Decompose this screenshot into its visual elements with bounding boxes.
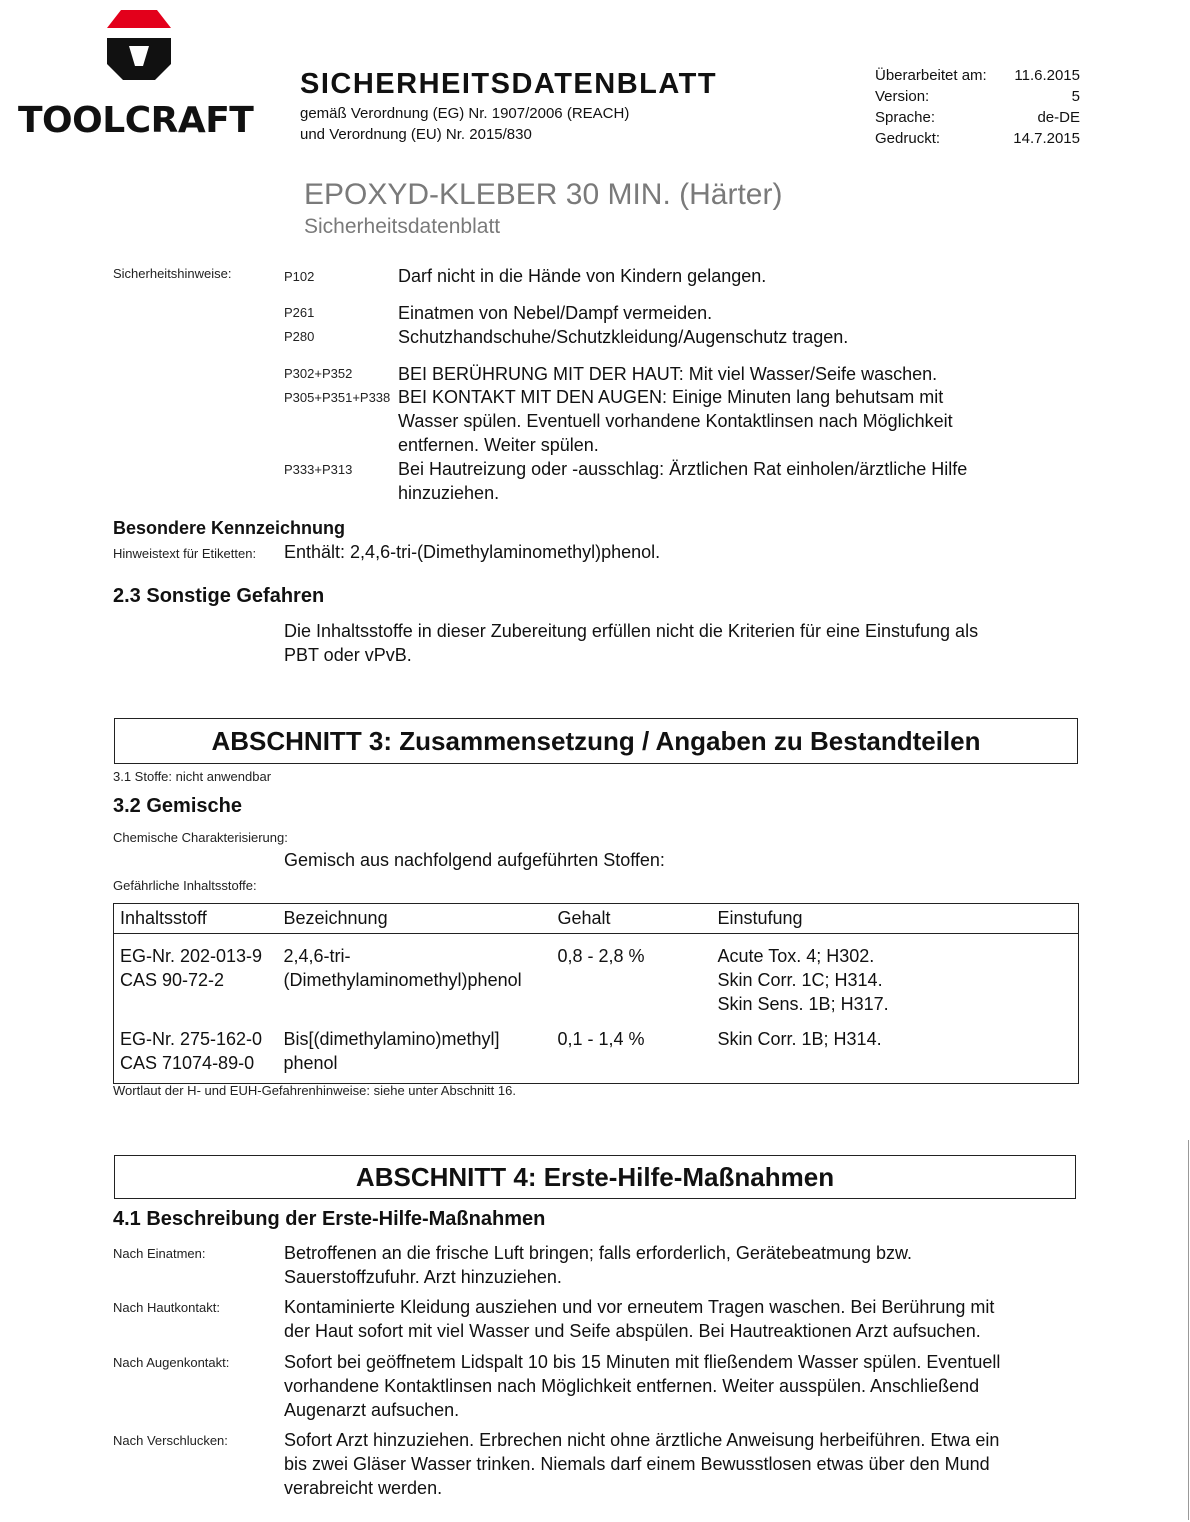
ingredient-classification: Acute Tox. 4; H302. Skin Corr. 1C; H314. Skin Sens. 1B; H317. (717, 946, 889, 1014)
ingredient-content: 0,1 - 1,4 % (557, 1029, 645, 1049)
meta-value: 11.6.2015 (1014, 67, 1080, 84)
table-row (114, 1024, 1079, 1084)
special-label: Hinweistext für Etiketten: (113, 546, 257, 561)
ingredient-id: EG-Nr. 202-013-9 CAS 90-72-2 (120, 946, 263, 990)
ingredient-name: 2,4,6-tri- (Dimethylaminomethyl)phenol (283, 946, 522, 990)
meta-value: 14.7.2015 (1013, 130, 1080, 147)
product-subtitle: Sicherheitsdatenblatt (304, 215, 501, 238)
p-code: P333+P313 (284, 462, 353, 477)
meta-label: Sprache: (875, 109, 936, 126)
meta-value: 5 (1071, 88, 1080, 105)
p-code: P102 (284, 269, 315, 284)
section-4-header: ABSCHNITT 4: Erste-Hilfe-Maßnahmen (114, 1155, 1076, 1199)
meta-label: Gedruckt: (875, 130, 941, 147)
meta-label: Version: (875, 88, 930, 105)
mixtures-heading: 3.2 Gemische (113, 795, 242, 817)
table-footnote: Wortlaut der H- und EUH-Gefahrenhinweise: siehe unter Abschnitt 16. (113, 1083, 516, 1098)
first-aid-text: Sofort Arzt hinzuziehen. Erbrechen nicht ohne ärztliche Anweisung herbeiführen. Etwa ein bis zwei Gläser Wasser trinken. Niemals darf einem Bewusstlosen etwas über den Mund verabreicht werden. (284, 1430, 1000, 1498)
document-title: SICHERHEITSDATENBLATT (300, 68, 718, 100)
safety-label: Sicherheitshinweise: (113, 266, 232, 281)
hazardous-label: Gefährliche Inhaltsstoffe: (113, 878, 257, 893)
p-statement: Einatmen von Nebel/Dampf vermeiden. (398, 303, 713, 323)
special-heading: Besondere Kennzeichnung (113, 518, 346, 538)
first-aid-text: Kontaminierte Kleidung ausziehen und vor erneutem Tragen waschen. Bei Berührung mit der Haut sofort mit viel Wasser und Seife abspülen. Bei Hautreaktionen Arzt aufsuchen. (284, 1297, 995, 1341)
first-aid-heading: 4.1 Beschreibung der Erste-Hilfe-Maßnahmen (113, 1208, 546, 1230)
document-meta (875, 65, 1080, 149)
page-edge-divider (1188, 1140, 1189, 1520)
logo-wordmark: TOOLCRAFT (18, 100, 254, 141)
toolcraft-logo (18, 6, 263, 141)
regulation-line-2: und Verordnung (EU) Nr. 2015/830 (300, 126, 532, 143)
column-header: Inhaltsstoff (114, 904, 278, 934)
p-code: P280 (284, 329, 315, 344)
regulation-line-1: gemäß Verordnung (EG) Nr. 1907/2006 (REACH) (300, 105, 630, 122)
first-aid-text: Sofort bei geöffnetem Lidspalt 10 bis 15 Minuten mit fließendem Wasser spülen. Eventuell vorhandene Kontaktlinsen nach Möglichkeit entfernen. Weiter ausspülen. Anschließend Augenarzt aufsuchen. (284, 1352, 1001, 1420)
p-code: P261 (284, 305, 315, 320)
table-header-row (114, 904, 1079, 934)
chem-char-text: Gemisch aus nachfolgend aufgeführten Stoffen: (284, 850, 665, 870)
p-statement: BEI BERÜHRUNG MIT DER HAUT: Mit viel Wasser/Seife waschen. (398, 364, 938, 384)
column-header: Einstufung (712, 904, 1079, 934)
column-header: Gehalt (552, 904, 712, 934)
special-text: Enthält: 2,4,6-tri-(Dimethylaminomethyl)phenol. (284, 542, 661, 562)
substances-note: 3.1 Stoffe: nicht anwendbar (113, 769, 272, 784)
ingredient-name: Bis[(dimethylamino)methyl] phenol (283, 1029, 500, 1073)
column-header: Bezeichnung (278, 904, 552, 934)
other-hazards-text: Die Inhaltsstoffe in dieser Zubereitung erfüllen nicht die Kriterien für eine Einstufung als PBT oder vPvB. (284, 621, 979, 665)
first-aid-text: Betroffenen an die frische Luft bringen; falls erforderlich, Gerätebeatmung bzw. Sauerstoffzufuhr. Arzt hinzuziehen. (284, 1243, 913, 1287)
ingredient-content: 0,8 - 2,8 % (557, 946, 645, 966)
first-aid-label: Nach Hautkontakt: (113, 1300, 220, 1315)
p-statement: Darf nicht in die Hände von Kindern gelangen. (398, 266, 767, 286)
section-3-header: ABSCHNITT 3: Zusammensetzung / Angaben zu Bestandteilen (114, 718, 1078, 764)
chem-char-label: Chemische Charakterisierung: (113, 830, 288, 845)
ingredient-classification: Skin Corr. 1B; H314. (717, 1029, 882, 1049)
table-row (114, 934, 1079, 1025)
logo-emblem-icon (103, 6, 175, 84)
first-aid-label: Nach Augenkontakt: (113, 1355, 230, 1370)
meta-value: de-DE (1037, 109, 1080, 126)
first-aid-label: Nach Verschlucken: (113, 1433, 228, 1448)
product-title: EPOXYD-KLEBER 30 MIN. (Härter) (304, 178, 783, 211)
p-code: P305+P351+P338 (284, 390, 391, 405)
first-aid-label: Nach Einatmen: (113, 1246, 206, 1261)
ingredient-id: EG-Nr. 275-162-0 CAS 71074-89-0 (120, 1029, 263, 1073)
other-hazards-heading: 2.3 Sonstige Gefahren (113, 585, 325, 607)
meta-label: Überarbeitet am: (875, 67, 987, 84)
p-statement: Schutzhandschuhe/Schutzkleidung/Augenschutz tragen. (398, 327, 849, 347)
p-statement: Bei Hautreizung oder -ausschlag: Ärztlichen Rat einholen/ärztliche Hilfe hinzuziehen. (398, 459, 968, 503)
ingredients-table (113, 903, 1079, 1084)
p-statement: BEI KONTAKT MIT DEN AUGEN: Einige Minuten lang behutsam mit Wasser spülen. Eventuell vorhandene Kontaktlinsen nach Möglichkeit entfernen. Weiter spülen. (398, 387, 953, 455)
p-code: P302+P352 (284, 366, 353, 381)
